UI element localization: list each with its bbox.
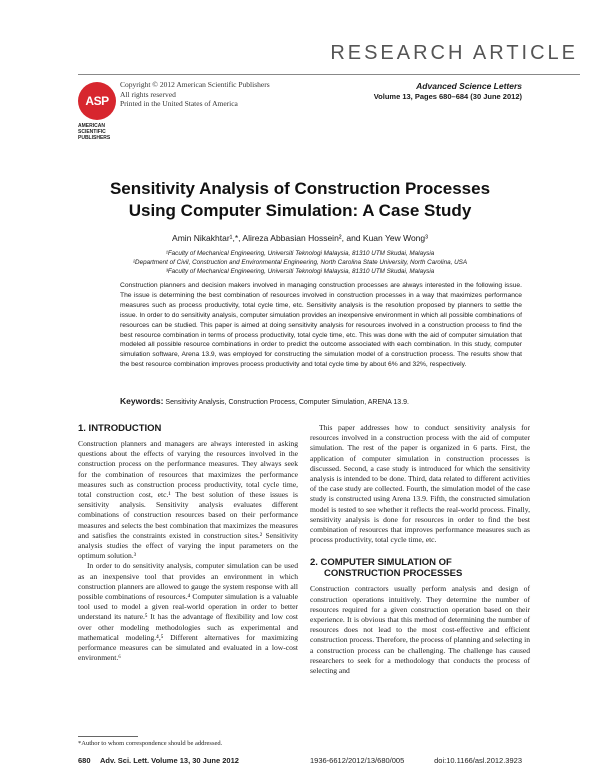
right-column bbox=[310, 423, 530, 676]
page-number: 680 bbox=[78, 756, 91, 765]
publisher-logo bbox=[78, 82, 118, 141]
body-paragraph: In order to do sensitivity analysis, computer simulation can be used as an inexpensive tool that provides an environment in which construction planners are allowed to gauge the system response with all possible combinations of resources.⁴ Computer simulation is a valuable tool used to model a given real-world operation in order to better understand its nature.⁵ It has the advantage of flexibility and low cost over other modeling methodologies such as experimental and mathematical modeling.⁴,⁵ Different alternatives for maximizing performance measures can be simulated and evaluated in a low-cost environment.⁶ bbox=[78, 561, 298, 663]
keywords bbox=[120, 396, 522, 406]
section-2-heading-line: 2. COMPUTER SIMULATION OF bbox=[310, 557, 452, 569]
keywords-label: Keywords: bbox=[120, 396, 164, 406]
affiliation: ¹Faculty of Mechanical Engineering, Universiti Teknologi Malaysia, 81310 UTM Skudai, Malaysia bbox=[165, 250, 435, 257]
author-list: Amin Nikakhtar¹,*, Alireza Abbasian Hossein², and Kuan Yew Wong³ bbox=[172, 233, 428, 243]
article-type-banner: RESEARCH ARTICLE bbox=[330, 42, 578, 64]
footnote-divider bbox=[78, 736, 138, 737]
body-paragraph: This paper addresses how to conduct sensitivity analysis for resources involved in a construction process with the aid of computer simulation. The rest of the paper is organized in 6 parts. First, the application of computer simulation in construction processes is discussed. Second, a case study is introduced for which the sensitivity analysis is intended to be done. Third, data related to different activities of the case study are collected. Fourth, the simulation model of the case study is constructed using Arena 13.9. Fifth, the constructed simulation model is tested to see whether it reflects the real-world process. Finally, sensitivity analysis is done for resources in order to find the best combination of resources that improves performance measures such as process productivity, total cycle time, etc. bbox=[310, 423, 530, 545]
asp-logo-mark: ASP bbox=[78, 82, 116, 120]
abstract: Construction planners and decision makers involved in managing construction processes are always interested in the following issue. The issue is determining the best combination of resources involved in construction processes in a way that maximizes performance measures such as process productivity, total cycle time, etc. Sensitivity analysis is the resolution proposed by planners to settle the issue. In order to do sensitivity analysis, computer simulation provides an inexpensive environment in which all possible combinations of resources can be studied. This paper is aimed at doing sensitivity analysis for resources involved in a construction process to find the best resource combination in terms of process productivity, total cycle time, etc. This was done with the aid of computer simulation that modeled all possible resource combinations in order to predict the outcome associated with each combination. In this study, computer simulation software, Arena 13.9, was employed for constructing the simulation model of a construction process. The results show that the best resource combination improves process productivity and total cycle time by about 6% and 32%, respectively. bbox=[120, 282, 522, 369]
body-paragraph: Construction contractors usually perform analysis and design of construction operations intuitively. They determine the number of resources required for a given construction operation based on their experience. It is obvious that this method of determining the number of resources does not lead to the most cost-effective and efficient construction process. Therefore, the process of planning and selecting in a construction process can be challenging. The challenge has caused researchers to seek for a methodology that conducts the process of selecting and bbox=[310, 584, 530, 676]
copyright-line: Copyright © 2012 American Scientific Publishers bbox=[120, 80, 270, 89]
footnote: *Author to whom correspondence should be addressed. bbox=[78, 740, 223, 747]
section-2-heading-line: CONSTRUCTION PROCESSES bbox=[324, 568, 463, 580]
section-1-heading: 1. INTRODUCTION bbox=[78, 423, 162, 434]
keywords-list: Sensitivity Analysis, Construction Process, Computer Simulation, ARENA 13.9. bbox=[165, 399, 409, 406]
title-line: Using Computer Simulation: A Case Study bbox=[128, 201, 472, 220]
affiliation: ³Faculty of Mechanical Engineering, Universiti Teknologi Malaysia, 81310 UTM Skudai, Malaysia bbox=[165, 268, 435, 275]
left-column bbox=[78, 423, 298, 663]
header-divider bbox=[78, 74, 580, 75]
footer-issn: 1936-6612/2012/13/680/005 bbox=[310, 756, 405, 765]
publisher-name: AMERICAN SCIENTIFIC PUBLISHERS bbox=[78, 123, 111, 141]
copyright-line: Printed in the United States of America bbox=[120, 99, 238, 108]
paper-title bbox=[60, 178, 540, 222]
footer-doi: doi:10.1166/asl.2012.3923 bbox=[434, 756, 522, 765]
title-line: Sensitivity Analysis of Construction Processes bbox=[109, 179, 491, 198]
copyright-block bbox=[120, 80, 270, 109]
affiliations bbox=[40, 249, 560, 276]
journal-name: Advanced Science Letters bbox=[416, 81, 522, 91]
section-2-heading bbox=[310, 557, 530, 579]
copyright-line: All rights reserved bbox=[120, 89, 176, 99]
journal-info bbox=[374, 81, 522, 102]
footer-citation: Adv. Sci. Lett. Volume 13, 30 June 2012 bbox=[100, 756, 239, 765]
journal-volume: Volume 13, Pages 680–684 (30 June 2012) bbox=[373, 92, 522, 101]
body-paragraph: Construction planners and managers are always interested in asking questions about the effects of varying the resources involved in the construction process on the performance measures. They always seek for the combination of resources that maximizes the performance measures such as construction process productivity, total cycle time, total construction cost, etc.¹ The best solution of these issues is sensitivity analysis. Sensitivity analysis evaluates different combinations of construction resources based on their performance measures and selects the best combination that maximizes the measures and satisfies the constraints existed in construction sites.² Sensitivity analysis studies the effect of varying the input parameters on the optimum solution.³ bbox=[78, 439, 298, 561]
affiliation: ²Department of Civil, Construction and Environmental Engineering, North Carolina State University, North Carolina, USA bbox=[132, 259, 468, 266]
